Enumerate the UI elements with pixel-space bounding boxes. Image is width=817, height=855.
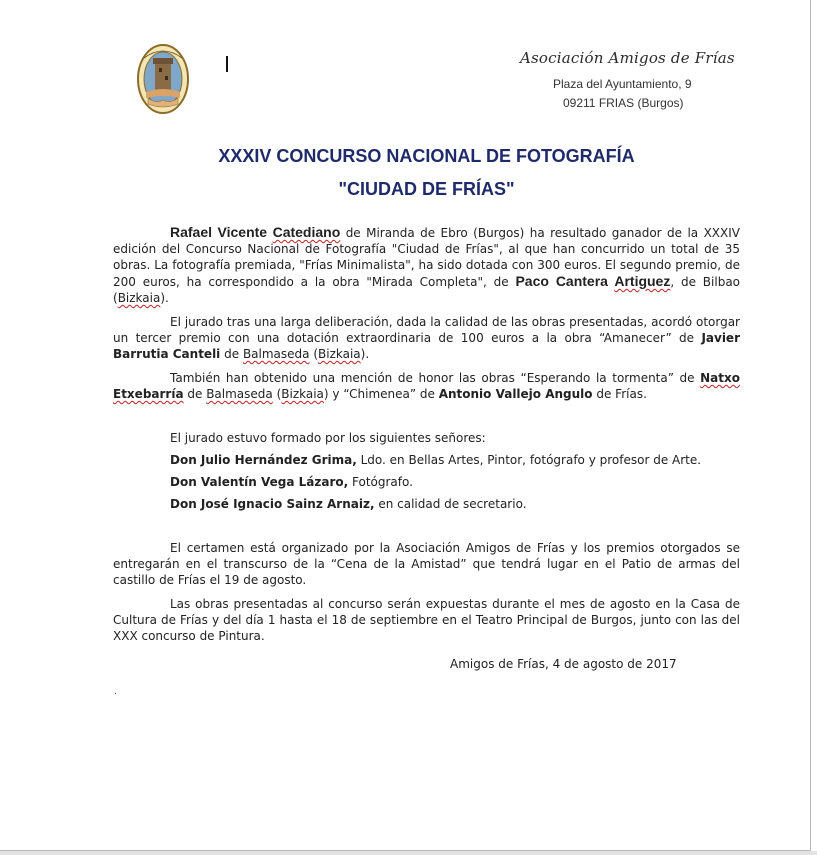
paragraph-text: , de Bilbao (	[113, 275, 741, 305]
text-cursor	[226, 56, 228, 72]
paragraph-text: de Miranda de Ebro (Burgos) ha resultado ganador de la XXXIV edición del Concurso Nacional de Fotografía "Ciudad de Frías", al que han concurrido un total de 35 obras. La fotografía premiada, "Frías Minimalista", ha sido dotada con 300 euros. El segundo premio, de 200 euros, ha correspondido a la obra "Mirada Completa", de	[113, 226, 740, 289]
second-prize-name: Paco Cantera	[515, 273, 615, 289]
second-prize-surname: Artiguez	[614, 273, 671, 289]
paragraph-text: ).	[360, 347, 370, 361]
jury-intro: El jurado estuvo formado por los siguientes señores:	[170, 431, 486, 445]
jury-member-2	[113, 474, 740, 490]
jury-member-1	[113, 452, 740, 468]
paragraph-text: ) y “Chimenea” de	[323, 387, 439, 401]
paragraph-text: de	[220, 347, 243, 361]
jury-member-role: Ldo. en Bellas Artes, Pintor, fotógrafo y profesor de Arte.	[356, 453, 702, 467]
third-prize-name: Javier Barrutia Canteli	[113, 331, 740, 361]
winner-name: Rafael Vicente	[170, 224, 273, 240]
signature-line: Amigos de Frías, 4 de agosto de 2017	[450, 657, 677, 671]
bottom-edge-bar	[0, 851, 817, 855]
jury-member-name: Don José Ignacio Sainz Arnaiz,	[170, 497, 375, 511]
place-name: Bizkaia	[318, 347, 361, 361]
paragraph-organization: El certamen está organizado por la Asociación Amigos de Frías y los premios otorgados se entregarán en el transcurso de la “Cena de la Amistad” que tendrá lugar en el Patio de armas del castillo de Frías el 19 de agosto.	[113, 541, 740, 587]
jury-member-role: Fotógrafo.	[348, 475, 413, 489]
document-body	[113, 224, 740, 644]
paragraph-text: de	[183, 387, 207, 401]
place-name: Bizkaia	[281, 387, 324, 401]
paragraph-winner	[113, 224, 740, 306]
jury-member-name: Don Valentín Vega Lázaro,	[170, 475, 349, 489]
address-line-2: 09211 FRIAS (Burgos)	[563, 96, 684, 110]
jury-member-role: en calidad de secretario.	[374, 497, 527, 511]
org-name: Asociación Amigos de Frías	[520, 49, 735, 67]
jury-member-name: Don Julio Hernández Grima,	[170, 453, 357, 467]
mention-name-2: Antonio Vallejo Angulo	[438, 387, 593, 401]
trailing-mark: .	[114, 686, 118, 697]
place-name: Balmaseda	[242, 347, 310, 361]
paragraph-text: También han obtenido una mención de honor las obras “Esperando la tormenta” de	[170, 371, 701, 385]
address-line-1: Plaza del Ayuntamiento, 9	[553, 77, 692, 91]
jury-member-3	[113, 496, 740, 512]
place-name: Bizkaia	[117, 291, 161, 305]
winner-surname: Catediano	[272, 224, 341, 240]
mention-name-1: Natxo Etxebarría	[113, 371, 740, 401]
paragraph-exhibition: Las obras presentadas al concurso serán expuestas durante el mes de agosto en la Casa de Cultura de Frías y del día 1 hasta el 18 de septiembre en el Teatro Principal de Burgos, junto con las del XXX concurso de Pintura.	[113, 597, 740, 643]
paragraph-text: (	[272, 387, 282, 401]
paragraph-text: de Frías.	[592, 387, 647, 401]
paragraph-third-prize	[113, 314, 740, 362]
document-title: XXXIV CONCURSO NACIONAL DE FOTOGRAFÍA	[218, 146, 635, 166]
association-logo	[136, 42, 190, 116]
paragraph-text: (	[309, 347, 319, 361]
place-name: Balmaseda	[206, 387, 273, 401]
paragraph-honorable-mentions	[113, 370, 740, 402]
paragraph-text: El jurado tras una larga deliberación, dada la calidad de las obras presentadas, acordó otorgar un tercer premio con una dotación extraordinaria de 100 euros a la obra “Amanecer” de	[113, 315, 740, 345]
document-subtitle: "CIUDAD DE FRÍAS"	[338, 179, 515, 199]
paragraph-text: ).	[160, 291, 169, 305]
